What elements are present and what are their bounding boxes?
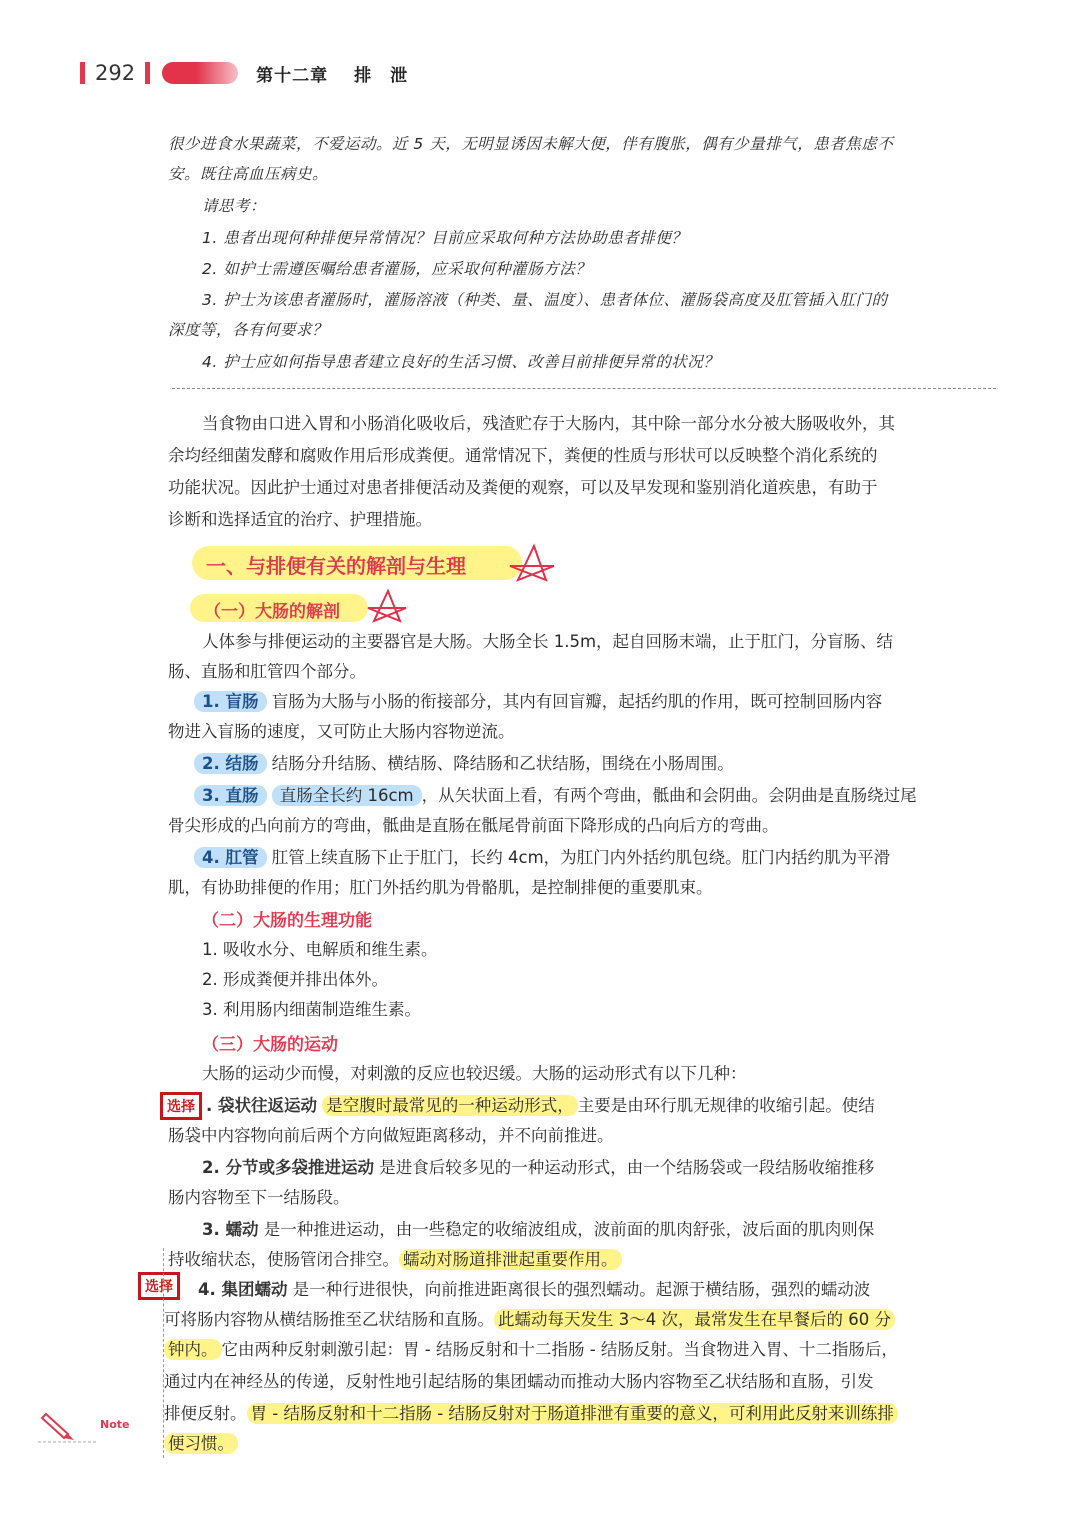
rectum-label: 3. 直肠 (194, 785, 267, 806)
colon-text: 结肠分升结肠、横结肠、降结肠和乙状结肠，围绕在小肠周围。 (271, 754, 734, 773)
mass-movement-line-5 (164, 1402, 994, 1426)
anal-canal-text-1: 肛管上续直肠下止于肛门，长约 4cm，为肛门内外括约肌包绕。肛门内括约肌为平滑 (271, 848, 891, 867)
header-bar-right (145, 62, 150, 84)
chapter-heading (256, 61, 408, 86)
anal-canal-line-2: 肌，有协助排便的作用；肛门外括约肌为骨骼肌，是控制排便的重要肌束。 (168, 878, 713, 897)
haustral-label: . 袋状往返运动 (206, 1096, 318, 1115)
cecum-text-1: 盲肠为大肠与小肠的衔接部分，其内有回盲瓣，起括约肌的作用，既可控制回肠内容 (271, 692, 883, 711)
peristalsis-text-1: 是一种推进运动，由一些稳定的收缩波组成，波前面的肌肉舒张，波后面的肌肉则保 (263, 1220, 875, 1239)
section-title: 一、与排便有关的解剖与生理 (206, 554, 466, 578)
chapter-number: 第十二章 (256, 65, 329, 86)
mass-movement-line-3 (164, 1338, 994, 1362)
chapter-title: 排 泄 (354, 65, 409, 86)
select-stamp-2: 选择 (138, 1272, 180, 1300)
select-stamp-1: 选择 (160, 1092, 202, 1120)
colon-line (194, 752, 998, 776)
mass-movement-time-highlight: 钟内。 (164, 1339, 222, 1360)
cecum-line-2: 物进入盲肠的速度，又可防止大肠内容物逆流。 (168, 722, 515, 741)
peristalsis-label: 3. 蠕动 (202, 1220, 259, 1239)
segmental-line-1 (168, 1156, 1032, 1180)
mass-movement-text-3: 它由两种反射刺激引起：胃 - 结肠反射和十二指肠 - 结肠反射。当食物进入胃、十二指肠后， (221, 1340, 898, 1359)
subsection-1-heading (190, 594, 368, 622)
haustral-line-2: 肠袋中内容物向前后两个方向做短距离移动，并不向前推进。 (168, 1126, 614, 1145)
colon-label: 2. 结肠 (194, 753, 267, 774)
intro-line-3: 功能状况。因此护士通过对患者排便活动及粪便的观察，可以及早发现和鉴别消化道疾患，有助于 (168, 478, 878, 497)
margin-note (38, 1404, 138, 1444)
star-mark-small-icon (366, 588, 408, 624)
intro-line-1: 当食物由口进入胃和小肠消化吸收后，残渣贮存于大肠内，其中除一部分水分被大肠吸收外，其 (202, 414, 895, 433)
rectum-text-1: ，从矢状面上看，有两个弯曲，骶曲和会阴曲。会阴曲是直肠绕过尾 (421, 786, 917, 805)
anatomy-line-1: 人体参与排便运动的主要器官是大肠。大肠全长 1.5m，起自回肠末端，止于肛门，分盲肠、结 (202, 632, 894, 651)
mass-movement-label: 4. 集团蠕动 (198, 1280, 288, 1299)
mass-movement-line-4: 通过内在神经丛的传递，反射性地引起结肠的集团蠕动而推动大肠内容物至乙状结肠和直肠，引发 (164, 1372, 874, 1391)
mass-movement-text-1: 是一种行进很快，向前推进距离很长的强烈蠕动。起源于横结肠，强烈的蠕动波 (292, 1280, 871, 1299)
rectum-line-1 (194, 784, 998, 808)
note-label: Note (100, 1418, 130, 1431)
peristalsis-highlight: 蠕动对肠道排泄起重要作用。 (399, 1249, 622, 1270)
margin-dashed-line (163, 1248, 164, 1458)
anal-canal-line-1 (194, 846, 998, 870)
header-pill-decoration (162, 62, 238, 84)
case-prompt: 请思考： (202, 197, 267, 215)
peristalsis-line-1 (168, 1218, 1032, 1242)
case-question-2: 2. 如护士需遵医嘱给患者灌肠，应采取何种灌肠方法？ (202, 260, 592, 278)
subsection-1-title: （一）大肠的解剖 (204, 602, 340, 622)
case-question-4: 4. 护士应如何指导患者建立良好的生活习惯、改善目前排便异常的状况？ (202, 353, 720, 371)
case-line-2: 安。既往高血压病史。 (168, 165, 329, 183)
mass-movement-frequency-highlight: 此蠕动每天发生 3～4 次，最常发生在早餐后的 60 分 (494, 1309, 895, 1330)
peristalsis-text-2: 持收缩状态，使肠管闭合排空。 (168, 1250, 399, 1269)
header-bar-left (80, 62, 85, 84)
function-3: 3. 利用肠内细菌制造维生素。 (202, 1000, 421, 1019)
haustral-highlight: 是空腹时最常见的一种运动形式， (322, 1095, 578, 1116)
rectum-length-highlight: 直肠全长约 16cm (272, 785, 422, 806)
intro-line-4: 诊断和选择适宜的治疗、护理措施。 (168, 510, 432, 529)
case-question-1: 1. 患者出现何种排便异常情况？目前应采取何种方法协助患者排便？ (202, 229, 688, 247)
rectum-line-2: 骨尖形成的凸向前方的弯曲，骶曲是直肠在骶尾骨前面下降形成的凸向后方的弯曲。 (168, 816, 779, 835)
section-divider (172, 388, 996, 389)
function-1: 1. 吸收水分、电解质和维生素。 (202, 940, 438, 959)
mass-movement-text-5: 排便反射。 (164, 1404, 247, 1423)
mass-movement-text-2: 可将肠内容物从横结肠推至乙状结肠和直肠。 (164, 1310, 494, 1329)
star-mark-icon (506, 542, 558, 584)
habit-training-highlight: 便习惯。 (164, 1433, 238, 1454)
pen-icon (38, 1404, 98, 1444)
motion-intro: 大肠的运动少而慢，对刺激的反应也较迟缓。大肠的运动形式有以下几种： (202, 1064, 747, 1083)
intro-line-2: 余均经细菌发酵和腐败作用后形成粪便。通常情况下，粪便的性质与形状可以反映整个消化系统的 (168, 446, 878, 465)
cecum-line-1 (194, 690, 998, 714)
cecum-label: 1. 盲肠 (194, 691, 267, 712)
page-header (80, 56, 408, 90)
case-question-3a: 3. 护士为该患者灌肠时，灌肠溶液（种类、量、温度）、患者体位、灌肠袋高度及肛管插入肛门的 (202, 291, 888, 309)
function-2: 2. 形成粪便并排出体外。 (202, 970, 388, 989)
case-question-3b: 深度等，各有何要求？ (168, 321, 329, 339)
peristalsis-line-2 (168, 1248, 998, 1272)
anatomy-line-2: 肠、直肠和肛管四个部分。 (168, 662, 366, 681)
section-heading (192, 546, 522, 580)
reflex-significance-highlight: 胃 - 结肠反射和十二指肠 - 结肠反射对于肠道排泄有重要的意义，可利用此反射来训练排 (247, 1403, 898, 1424)
subsection-3-title: （三）大肠的运动 (202, 1035, 338, 1055)
haustral-line-1 (206, 1094, 998, 1118)
anal-canal-label: 4. 肛管 (194, 847, 267, 868)
page-number: 292 (95, 61, 136, 85)
segmental-label: 2. 分节或多袋推进运动 (202, 1158, 374, 1177)
mass-movement-line-2 (164, 1308, 994, 1332)
segmental-line-2: 肠内容物至下一结肠段。 (168, 1188, 350, 1207)
haustral-text-1: 主要是由环行肌无规律的收缩引起。使结 (577, 1096, 875, 1115)
mass-movement-line-6 (164, 1432, 994, 1456)
mass-movement-line-1 (198, 1278, 998, 1302)
case-line-1: 很少进食水果蔬菜，不爱运动。近 5 天，无明显诱因未解大便，伴有腹胀，偶有少量排气，患者焦虑不 (168, 135, 894, 153)
segmental-text-1: 是进食后较多见的一种运动形式，由一个结肠袋或一段结肠收缩推移 (379, 1158, 875, 1177)
subsection-2-title: （二）大肠的生理功能 (202, 911, 372, 931)
